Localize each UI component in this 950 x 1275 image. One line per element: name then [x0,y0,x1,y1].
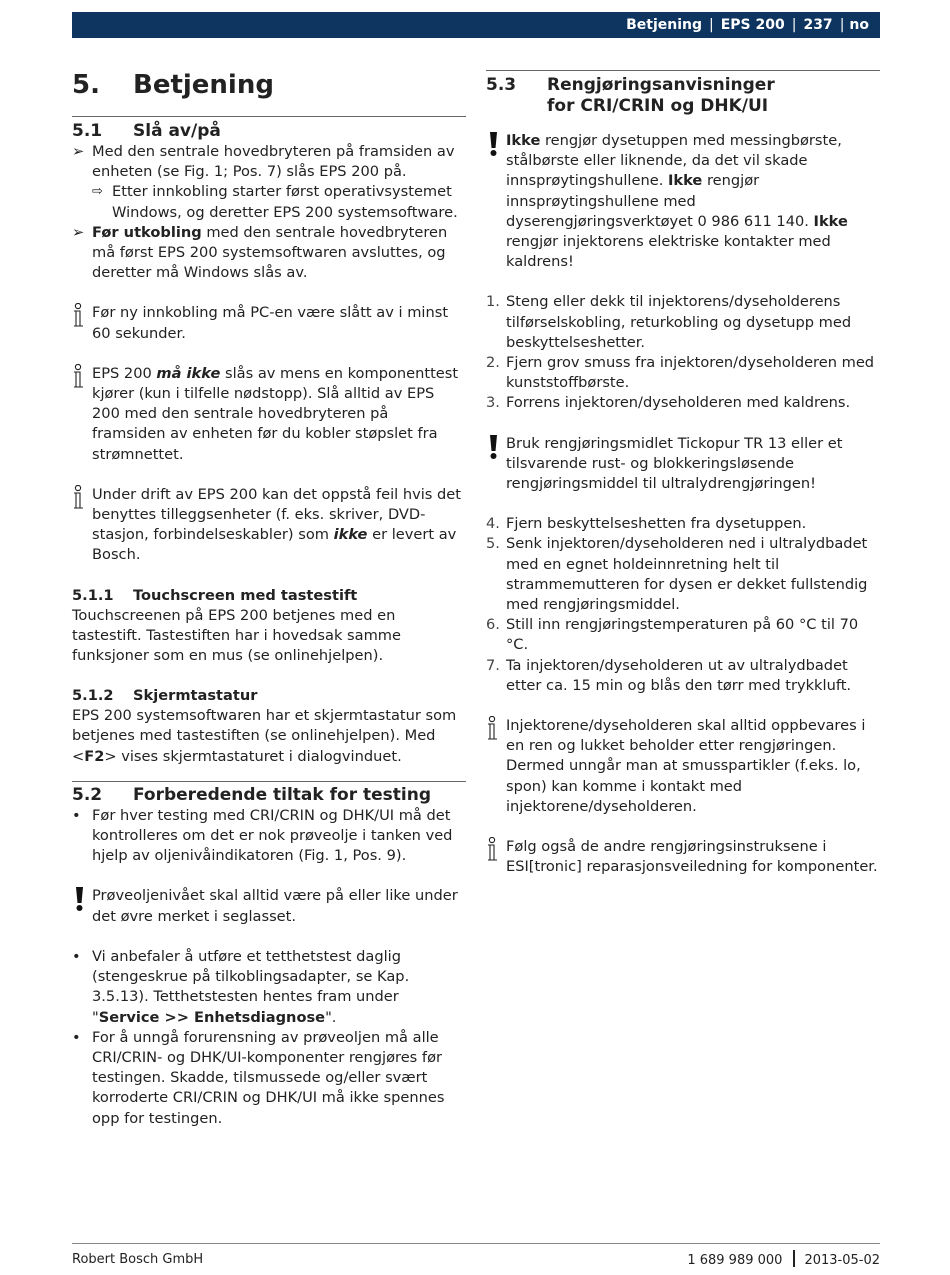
note-part: Under drift av EPS 200 kan det oppstå feil hvis det benyttes tilleggsenheter (f. eks. skriver, DVD-stasjon, forbindelseskabler) som [92,485,462,544]
menu-path: Service >> Enhetsdiagnose [98,1008,326,1026]
note-part: slås av mens en komponenttest kjører (kun i tilfelle nødstopp). Slå alltid av EPS 200 med den sentrale hovedbryteren på framsiden av enheten før du kobler støpslet fra strømnettet. [92,364,459,463]
warning-note [72,886,466,926]
list-item [486,292,880,353]
section-heading-5-1 [72,121,466,142]
info-icon [486,837,506,877]
step-text: Senk injektoren/dyseholderen ned i ultralydbadet med en egnet holdeinnretning helt til strammemutteren for dysen er dekket fullstendig med rengjøringsmiddel. [506,535,868,614]
note-text: Før ny innkobling må PC-en være slått av i minst 60 sekunder. [92,304,449,342]
warning-text [506,131,880,272]
list-item [486,534,880,615]
text-part: rengjør dysetuppen med messingbørste, stålbørste eller liknende, da det vil skade innsprøytingshullene. [506,132,842,190]
step-bold: Før utkobling [92,223,202,241]
note-emphasis: må ikke [156,364,221,382]
footer-separator [793,1250,795,1267]
chapter-number: 5. [72,70,100,100]
header-bar: Betjening | EPS 200 | 237 | no [72,12,880,38]
section-title: Slå av/på [133,121,221,141]
warning-text: Prøveoljenivået skal alltid være på eller like under det øvre merket i seglasset. [92,887,458,925]
step-number: 3. [486,394,500,412]
step-number: 5. [486,535,500,553]
info-icon [72,364,92,465]
step-number: 2. [486,354,500,372]
text-part: EPS 200 systemsoftwaren har et skjermtastatur som betjenes med tastestiften (se onlinehjelpen). Med < [72,707,457,765]
bullet-icon: • [72,947,81,965]
bullet-item [72,806,466,867]
info-note [72,485,466,566]
result-item [72,182,466,222]
header-section: Betjening [626,17,702,33]
warning-note [486,434,880,495]
warning-bold: Ikke [667,172,703,190]
bullet-text: Før hver testing med CRI/CRIN og DHK/UI må det kontrolleres om det er nok prøveolje i tanken ved hjelp av oljenivåindikatoren (Fig. 1, Pos. 9). [92,806,453,865]
list-item [486,656,880,696]
bullet-item [72,1028,466,1129]
footer-right [687,1250,880,1271]
step-text [92,223,466,284]
step-number: 4. [486,515,500,533]
step-text: Steng eller dekk til injektorens/dyseholderens tilførselskobling, returkobling og dysetupp med beskyttelseshetter. [506,293,852,351]
warning-text: Bruk rengjøringsmidlet Tickopur TR 13 eller et tilsvarende rust- og blokkeringsløsende rengjøringsmiddel til ultralydrengjøringen! [506,434,843,493]
subsection-heading-5-1-1 [72,586,466,606]
section-number: 5.1 [72,121,103,141]
ordered-steps-a [486,292,880,413]
text-part: rengjør injektorens elektriske kontakter med kaldrens! [506,233,831,271]
info-icon [486,716,506,817]
note-part: er levert av Bosch. [92,526,457,564]
step-text: Forrens injektoren/dyseholderen med kaldrens. [506,394,851,412]
section-title-line2: for CRI/CRIN og DHK/UI [547,96,769,116]
paragraph: Touchscreenen på EPS 200 betjenes med en tastestift. Tastestiften har i hovedsak samme funksjoner som en mus (se onlinehjelpen). [72,606,401,665]
step-item [72,223,466,284]
bullet-text [92,947,466,1028]
step-text: Ta injektoren/dyseholderen ut av ultralydbadet etter ca. 15 min og blås den tørr med trykkluft. [506,656,852,694]
header-product: EPS 200 [720,17,785,33]
left-column [72,60,466,1129]
text-part: > vises skjermtastaturet i dialogvinduet. [104,747,402,765]
text-part: ". [325,1008,337,1026]
info-icon [72,485,92,566]
note-part: EPS 200 [92,364,157,382]
chapter-title [72,68,466,102]
bullet-icon: • [72,1028,81,1046]
warning-note [486,131,880,272]
note-text [92,485,466,566]
subsection-title: Touchscreen med tastestift [133,586,358,604]
section-divider [486,70,880,71]
note-text: Følg også de andre rengjøringsinstruksene i ESI[tronic] reparasjonsveiledning for komponenter. [506,838,878,876]
note-text: Injektorene/dyseholderen skal alltid oppbevares i en ren og lukket beholder etter rengjøringen. Dermed unngår man at smusspartikler (f.eks. lo, spon) kan komme i kontakt med injektorene/dyseholderen. [506,717,866,815]
exclamation-icon [72,886,92,926]
text-part: Vi anbefaler å utføre et tetthetstest daglig (stengeskrue på tilkoblingsadapter, se Kap. 3.5.13). Tetthetstesten hentes fram under " [92,947,410,1026]
exclamation-icon [486,434,506,495]
section-title-line1: Rengjøringsanvisninger [547,75,775,95]
section-heading-5-3 [486,75,880,117]
step-rest: med den sentrale hovedbryteren må først EPS 200 systemsoftwaren avsluttes, og deretter må Windows slås av. [92,223,448,282]
footer-date: 2013-05-02 [804,1253,880,1268]
section-title [547,75,775,117]
footer-docnum: 1 689 989 000 [687,1253,783,1268]
step-text: Med den sentrale hovedbryteren på framsiden av enheten (se Fig. 1; Pos. 7) slås EPS 200 på. [92,143,455,181]
step-item [72,142,466,182]
note-emphasis: ikke [333,526,368,544]
list-item [486,514,880,534]
subsection-number: 5.1.1 [72,586,114,604]
list-item [486,615,880,655]
list-item [486,393,880,413]
step-text: Fjern beskyttelseshetten fra dysetuppen. [506,515,807,533]
warning-bold: Ikke [813,212,848,230]
subsection-title: Skjermtastatur [133,687,258,705]
section-number: 5.2 [72,784,103,805]
info-note [72,364,466,465]
ordered-steps-b [486,514,880,696]
footer-divider [72,1243,880,1244]
arrow-right-icon: ➢ [72,223,85,241]
list-item [486,353,880,393]
subsection-number: 5.1.2 [72,687,114,705]
outline-arrow-icon: ⇨ [92,184,103,200]
note-text [92,364,466,465]
text-part: rengjør innsprøytingshullene med dyserengjøringsverktøyet 0 986 611 140. [506,172,814,230]
warning-bold: Ikke [506,132,541,149]
section-heading-5-2 [72,785,466,806]
key-label: F2 [84,747,105,765]
bullet-item [72,947,466,1028]
info-note [72,303,466,343]
chapter-heading: Betjening [133,70,274,100]
arrow-right-icon: ➢ [72,143,85,160]
header-page: 237 [803,17,833,33]
step-number: 6. [486,616,500,634]
info-note [486,716,880,817]
step-number: 7. [486,656,500,674]
info-icon [72,303,92,343]
bullet-text: For å unngå forurensning av prøveoljen må alle CRI/CRIN- og DHK/UI-komponenter rengjøres før testingen. Skadde, tilsmussede og/eller svært korroderte CRI/CRIN og DHK/UI må ikke spennes opp for testingen. [92,1028,445,1127]
exclamation-icon [486,131,506,272]
header-lang: no [849,17,869,33]
section-divider [72,116,466,117]
step-number: 1. [486,293,500,311]
footer-company: Robert Bosch GmbH [72,1252,204,1267]
bullet-icon: • [72,806,81,824]
paragraph [72,706,466,767]
right-column [486,70,880,878]
step-text: Fjern grov smuss fra injektoren/dyseholderen med kunststoffbørste. [506,354,875,392]
section-title: Forberedende tiltak for testing [133,784,431,805]
subsection-heading-5-1-2 [72,686,466,706]
result-text: Etter innkobling starter først operativsystemet Windows, og deretter EPS 200 systemsoftware. [112,183,458,221]
step-text: Still inn rengjøringstemperaturen på 60 °C til 70 °C. [506,616,859,654]
section-number: 5.3 [486,75,517,95]
info-note [486,837,880,877]
section-divider [72,781,466,782]
